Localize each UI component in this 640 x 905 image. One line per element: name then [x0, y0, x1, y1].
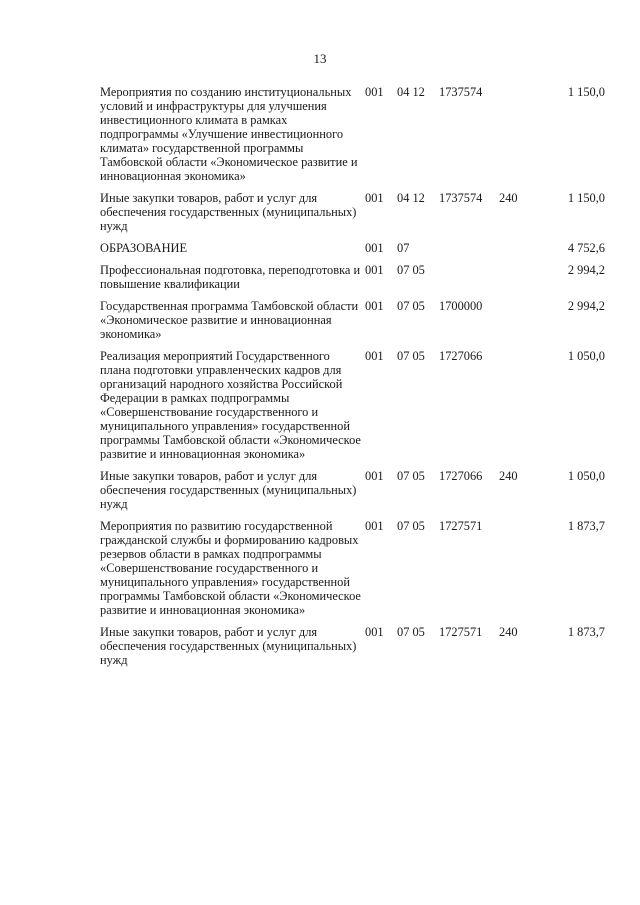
row-sum: 1 873,7 [567, 519, 605, 533]
row-name: Профессиональная подготовка, переподготовка и повышение квалификации [100, 263, 361, 291]
row-target-article [439, 255, 499, 291]
row-ved: 001 [365, 241, 384, 255]
row-target-article: 1700000 [439, 299, 483, 313]
row-name: Иные закупки товаров, работ и услуг для обеспечения государственных (муниципальных) нужд [100, 469, 357, 511]
row-target-article: 1727066 [439, 469, 483, 483]
row-target-article: 1727066 [439, 349, 483, 363]
row-ved: 001 [365, 519, 384, 533]
row-ved: 001 [365, 349, 384, 363]
row-ved: 001 [365, 469, 384, 483]
row-name: Реализация мероприятий Государственного плана подготовки управленческих кадров для организаций народного хозяйства Российской Федерации в рамках подпрограммы «Совершенствование государственного и муниципального управления» государственной программы Тамбовской области «Экономическое развитие и инновационная экономика» [100, 349, 361, 461]
row-sum: 1 050,0 [567, 349, 605, 363]
row-sum: 1 150,0 [567, 191, 605, 205]
row-sum: 4 752,6 [567, 241, 605, 255]
row-section: 04 12 [397, 191, 425, 205]
row-expense-type: 240 [499, 191, 518, 205]
table-row [100, 291, 605, 341]
row-section: 07 05 [397, 349, 425, 363]
row-expense-type [499, 85, 539, 183]
row-ved: 001 [365, 191, 384, 205]
row-sum: 2 994,2 [567, 263, 605, 277]
row-ved: 001 [365, 625, 384, 639]
table-row [100, 461, 605, 511]
table-row [100, 341, 605, 461]
row-target-article: 1737574 [439, 191, 483, 205]
row-name: Иные закупки товаров, работ и услуг для обеспечения государственных (муниципальных) нужд [100, 625, 357, 667]
row-expense-type: 240 [499, 469, 518, 483]
row-name: Государственная программа Тамбовской области «Экономическое развитие и инновационная экономика» [100, 299, 359, 341]
row-name: ОБРАЗОВАНИЕ [100, 241, 188, 255]
row-expense-type [499, 233, 539, 255]
table-row [100, 183, 605, 233]
row-target-article: 1727571 [439, 519, 483, 533]
row-ved: 001 [365, 85, 384, 99]
row-name: Мероприятия по развитию государственной гражданской службы и формированию кадровых резервов области в рамках подпрограммы «Совершенствование государственного и муниципального управления» государственной программы Тамбовской области «Экономическое развитие и инновационная экономика» [100, 519, 361, 617]
row-sum: 1 050,0 [567, 469, 605, 483]
row-section: 07 [397, 241, 410, 255]
row-expense-type [499, 291, 539, 341]
row-expense-type [499, 341, 539, 461]
row-sum: 1 150,0 [567, 85, 605, 99]
row-target-article: 1727571 [439, 625, 483, 639]
row-sum: 2 994,2 [567, 299, 605, 313]
table-row [100, 511, 605, 617]
table-row [100, 617, 605, 667]
table-row [100, 233, 605, 255]
row-section: 07 05 [397, 469, 425, 483]
row-expense-type [499, 255, 539, 291]
table-row [100, 85, 605, 183]
page-number: 13 [313, 51, 327, 66]
row-ved: 001 [365, 299, 384, 313]
row-target-article: 1737574 [439, 85, 483, 99]
row-sum: 1 873,7 [567, 625, 605, 639]
row-section: 07 05 [397, 625, 425, 639]
row-expense-type: 240 [499, 625, 518, 639]
row-expense-type [499, 511, 539, 617]
row-section: 07 05 [397, 519, 425, 533]
row-section: 07 05 [397, 263, 425, 277]
row-name: Мероприятия по созданию институциональных условий и инфраструктуры для улучшения инвестиционного климата в рамках подпрограммы «Улучшение инвестиционного климата» государственной программы Тамбовской области «Экономическое развитие и инновационная экономика» [100, 85, 358, 183]
row-section: 07 05 [397, 299, 425, 313]
budget-table [100, 85, 605, 667]
row-target-article [439, 233, 499, 255]
row-name: Иные закупки товаров, работ и услуг для обеспечения государственных (муниципальных) нужд [100, 191, 357, 233]
row-ved: 001 [365, 263, 384, 277]
row-section: 04 12 [397, 85, 425, 99]
table-row [100, 255, 605, 291]
